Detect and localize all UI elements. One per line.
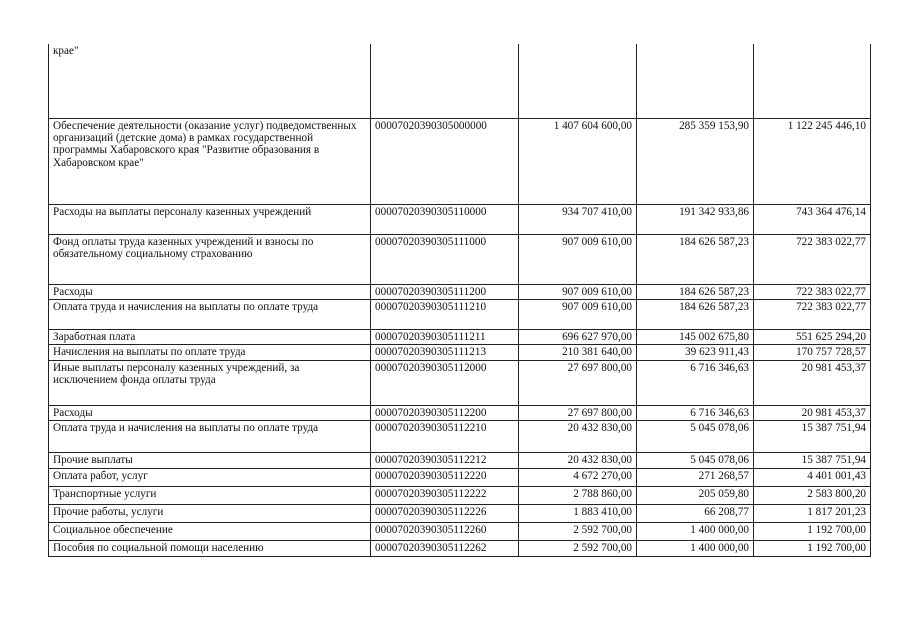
table-row [49, 204, 871, 234]
row-value-1-cell [519, 44, 637, 118]
row-value-2-cell: 205 059,80 [637, 486, 754, 504]
row-value-2-cell: 6 716 346,63 [637, 405, 754, 420]
row-value-2-cell: 5 045 078,06 [637, 421, 754, 453]
row-value-1-cell: 907 009 610,00 [519, 284, 637, 299]
row-value-3-cell: 1 192 700,00 [754, 522, 871, 540]
row-value-1-cell: 1 883 410,00 [519, 504, 637, 522]
row-name-cell: крае" [49, 44, 371, 118]
row-value-3-cell: 20 981 453,37 [754, 360, 871, 405]
row-code-cell: 00007020390305111213 [371, 345, 519, 360]
row-code-cell [371, 44, 519, 118]
row-value-3-cell: 722 383 022,77 [754, 299, 871, 329]
row-value-1-cell: 934 707 410,00 [519, 204, 637, 234]
document-page [48, 44, 870, 557]
row-code-cell: 00007020390305112200 [371, 405, 519, 420]
row-code-cell: 00007020390305111000 [371, 234, 519, 284]
row-value-1-cell: 907 009 610,00 [519, 234, 637, 284]
row-value-3-cell: 1 817 201,23 [754, 504, 871, 522]
row-code-cell: 00007020390305112226 [371, 504, 519, 522]
row-name-cell: Обеспечение деятельности (оказание услуг) подведомственных организаций (детские дома) в рамках государственной программы Хабаровского края "Развитие образования в Хабаровском крае" [49, 118, 371, 204]
row-name-cell: Оплата работ, услуг [49, 468, 371, 486]
table-row [49, 360, 871, 405]
row-value-3-cell: 722 383 022,77 [754, 284, 871, 299]
row-value-1-cell: 1 407 604 600,00 [519, 118, 637, 204]
row-value-2-cell: 6 716 346,63 [637, 360, 754, 405]
row-value-2-cell: 184 626 587,23 [637, 284, 754, 299]
row-code-cell: 00007020390305111211 [371, 329, 519, 344]
row-value-1-cell: 210 381 640,00 [519, 345, 637, 360]
table-row [49, 345, 871, 360]
row-code-cell: 00007020390305112210 [371, 421, 519, 453]
row-value-3-cell: 170 757 728,57 [754, 345, 871, 360]
row-value-1-cell: 2 592 700,00 [519, 522, 637, 540]
row-name-cell: Прочие работы, услуги [49, 504, 371, 522]
row-value-1-cell: 4 672 270,00 [519, 468, 637, 486]
table-row [49, 284, 871, 299]
row-code-cell: 00007020390305111210 [371, 299, 519, 329]
row-code-cell: 00007020390305000000 [371, 118, 519, 204]
row-value-3-cell: 2 583 800,20 [754, 486, 871, 504]
row-code-cell: 00007020390305112262 [371, 540, 519, 556]
row-value-1-cell: 20 432 830,00 [519, 453, 637, 468]
row-value-1-cell: 696 627 970,00 [519, 329, 637, 344]
table-row [49, 421, 871, 453]
row-name-cell: Прочие выплаты [49, 453, 371, 468]
table-row [49, 329, 871, 344]
row-code-cell: 00007020390305112220 [371, 468, 519, 486]
row-value-1-cell: 907 009 610,00 [519, 299, 637, 329]
row-name-cell: Расходы на выплаты персоналу казенных учреждений [49, 204, 371, 234]
row-value-2-cell: 5 045 078,06 [637, 453, 754, 468]
table-row [49, 486, 871, 504]
row-value-2-cell: 285 359 153,90 [637, 118, 754, 204]
row-name-cell: Расходы [49, 284, 371, 299]
row-value-3-cell: 15 387 751,94 [754, 421, 871, 453]
row-value-3-cell: 15 387 751,94 [754, 453, 871, 468]
table-row [49, 540, 871, 556]
row-value-2-cell: 145 002 675,80 [637, 329, 754, 344]
row-value-2-cell [637, 44, 754, 118]
table-row [49, 234, 871, 284]
row-name-cell: Оплата труда и начисления на выплаты по оплате труда [49, 299, 371, 329]
row-value-1-cell: 2 788 860,00 [519, 486, 637, 504]
row-value-1-cell: 2 592 700,00 [519, 540, 637, 556]
row-code-cell: 00007020390305110000 [371, 204, 519, 234]
row-value-1-cell: 27 697 800,00 [519, 405, 637, 420]
row-name-cell: Начисления на выплаты по оплате труда [49, 345, 371, 360]
table-row [49, 299, 871, 329]
row-name-cell: Заработная плата [49, 329, 371, 344]
row-value-1-cell: 27 697 800,00 [519, 360, 637, 405]
row-value-2-cell: 271 268,57 [637, 468, 754, 486]
row-name-cell: Социальное обеспечение [49, 522, 371, 540]
budget-table [48, 44, 871, 557]
row-value-1-cell: 20 432 830,00 [519, 421, 637, 453]
table-row [49, 44, 871, 118]
row-code-cell: 00007020390305112212 [371, 453, 519, 468]
row-value-2-cell: 66 208,77 [637, 504, 754, 522]
row-value-3-cell: 551 625 294,20 [754, 329, 871, 344]
row-value-3-cell: 20 981 453,37 [754, 405, 871, 420]
row-name-cell: Оплата труда и начисления на выплаты по оплате труда [49, 421, 371, 453]
row-value-2-cell: 184 626 587,23 [637, 299, 754, 329]
row-value-3-cell: 4 401 001,43 [754, 468, 871, 486]
row-value-2-cell: 184 626 587,23 [637, 234, 754, 284]
row-value-3-cell: 743 364 476,14 [754, 204, 871, 234]
row-value-3-cell: 1 192 700,00 [754, 540, 871, 556]
row-value-3-cell [754, 44, 871, 118]
row-value-2-cell: 1 400 000,00 [637, 540, 754, 556]
table-row [49, 405, 871, 420]
row-value-2-cell: 191 342 933,86 [637, 204, 754, 234]
row-name-cell: Иные выплаты персоналу казенных учреждений, за исключением фонда оплаты труда [49, 360, 371, 405]
row-name-cell: Фонд оплаты труда казенных учреждений и взносы по обязательному социальному страхованию [49, 234, 371, 284]
table-row [49, 522, 871, 540]
row-name-cell: Пособия по социальной помощи населению [49, 540, 371, 556]
row-name-cell: Транспортные услуги [49, 486, 371, 504]
table-row [49, 453, 871, 468]
row-value-3-cell: 722 383 022,77 [754, 234, 871, 284]
row-code-cell: 00007020390305111200 [371, 284, 519, 299]
row-code-cell: 00007020390305112260 [371, 522, 519, 540]
row-value-2-cell: 1 400 000,00 [637, 522, 754, 540]
row-code-cell: 00007020390305112222 [371, 486, 519, 504]
row-name-cell: Расходы [49, 405, 371, 420]
table-row [49, 118, 871, 204]
row-value-3-cell: 1 122 245 446,10 [754, 118, 871, 204]
row-code-cell: 00007020390305112000 [371, 360, 519, 405]
row-value-2-cell: 39 623 911,43 [637, 345, 754, 360]
table-row [49, 468, 871, 486]
table-row [49, 504, 871, 522]
